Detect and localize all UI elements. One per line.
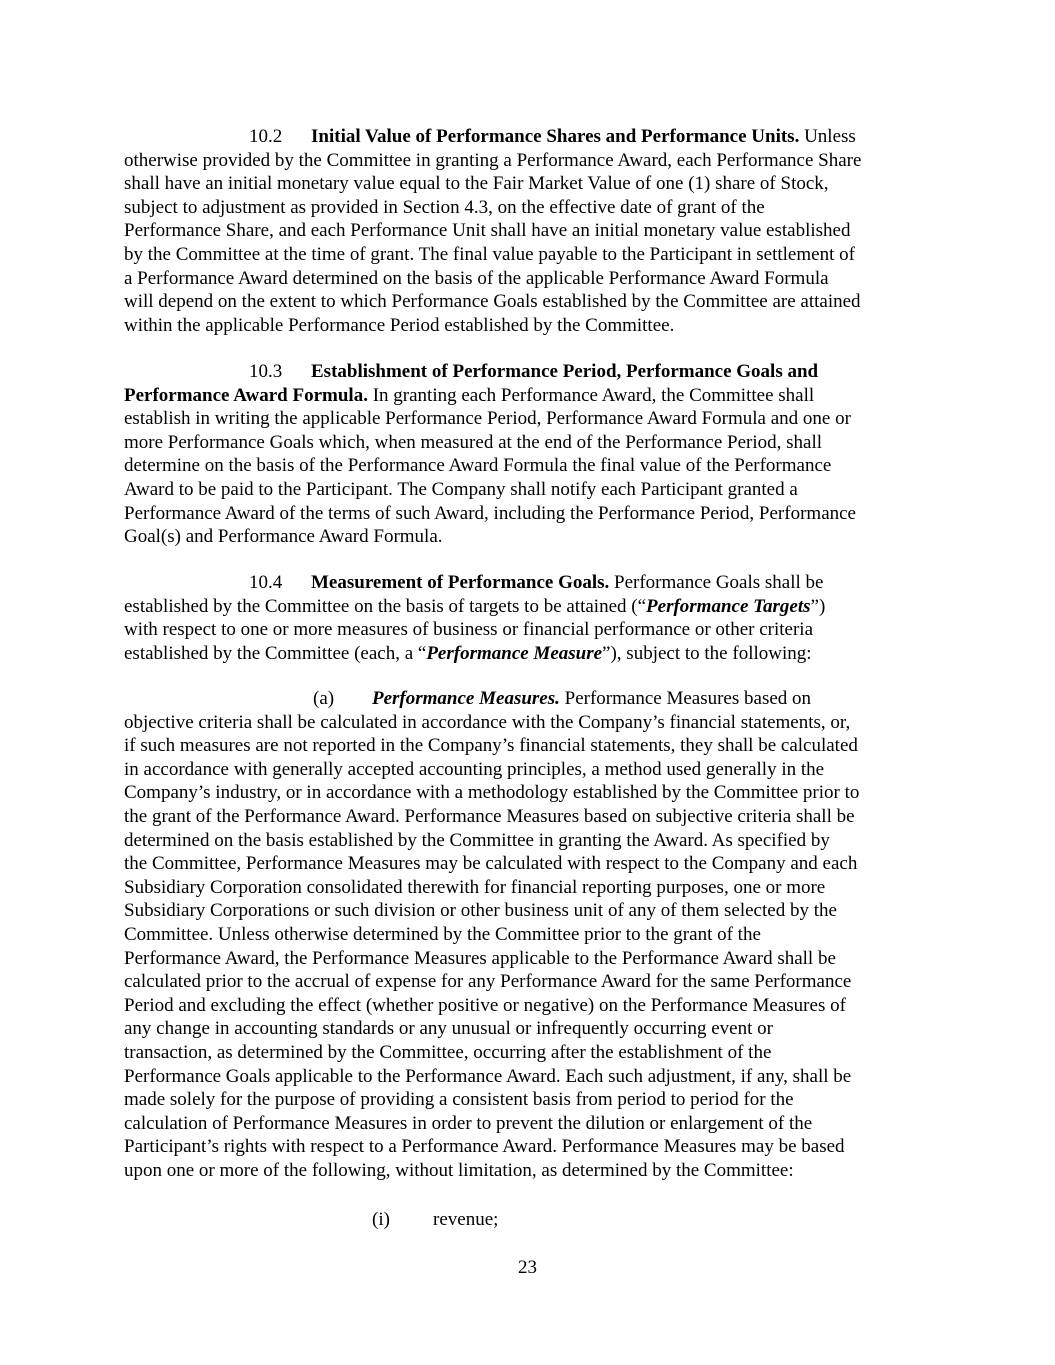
section-10-3-first-line [124,360,934,384]
paragraph-text: established by the Committee (each, a “ [124,642,427,664]
list-item-i [372,1208,498,1232]
section-10-4 [124,571,934,665]
paragraph-line: determined on the basis established by the Committee in granting the Award. As specified by [124,829,830,851]
paragraph-line: the Committee, Performance Measures may be calculated with respect to the Company and each [124,853,858,875]
section-10-2 [124,125,934,337]
paragraph-line: otherwise provided by the Committee in granting a Performance Award, each Performance Share [124,149,862,171]
page-number: 23 [518,1257,537,1278]
paragraph-line: more Performance Goals which, when measured at the end of the Performance Period, shall [124,431,823,453]
section-heading: Measurement of Performance Goals. [311,572,610,593]
paragraph-line: Performance Award, the Performance Measures applicable to the Performance Award shall be [124,947,836,969]
paragraph-line: subject to adjustment as provided in Section 4.3, on the effective date of grant of the [124,196,765,218]
paragraph-text: ”) [810,595,826,617]
paragraph-line: Company’s industry, or in accordance with a methodology established by the Committee prior to [124,782,860,804]
paragraph-text: Performance Measures based on [559,688,812,709]
paragraph-line: with respect to one or more measures of business or financial performance or other criteria [124,619,814,641]
paragraph-line: by the Committee at the time of grant. The final value payable to the Participant in settlement of [124,243,855,265]
paragraph-line: Committee. Unless otherwise determined by the Committee prior to the grant of the [124,923,761,945]
paragraph-line: upon one or more of the following, without limitation, as determined by the Committee: [124,1159,794,1181]
paragraph-line: establish in writing the applicable Performance Period, Performance Award Formula and one or [124,408,851,430]
section-10-3 [124,360,934,549]
paragraph-line: made solely for the purpose of providing a consistent basis from period to period for the [124,1089,794,1111]
subsection-a-first-line [124,687,934,711]
paragraph-line: Award to be paid to the Participant. The Company shall notify each Participant granted a [124,478,798,500]
paragraph-line: Participant’s rights with respect to a Performance Award. Performance Measures may be based [124,1136,845,1158]
section-number: 10.3 [249,361,283,382]
section-heading: Establishment of Performance Period, Performance Goals and [311,361,819,382]
paragraph-line: Subsidiary Corporation consolidated therewith for financial reporting purposes, one or more [124,876,826,898]
paragraph-line: Goal(s) and Performance Award Formula. [124,526,443,548]
paragraph-line: Performance Award of the terms of such Award, including the Performance Period, Performance [124,502,856,524]
paragraph-line: any change in accounting standards or any unusual or infrequently occurring event or [124,1018,773,1040]
paragraph-line: objective criteria shall be calculated in accordance with the Company’s financial statements, or, [124,711,851,733]
paragraph-text: In granting each Performance Award, the Committee shall [367,384,815,406]
paragraph-text: established by the Committee on the basis of targets to be attained (“ [124,595,647,617]
defined-term: Performance Measure [426,642,603,664]
paragraph-line: Performance Goals applicable to the Performance Award. Each such adjustment, if any, shall be [124,1065,852,1087]
subsection-heading: Performance Measures. [372,688,560,709]
subsection-a [124,687,934,1182]
list-item-text: revenue; [433,1209,499,1230]
paragraph-line: the grant of the Performance Award. Performance Measures based on subjective criteria shall be [124,805,855,827]
list-item-label: (i) [372,1209,390,1230]
subsection-label: (a) [313,688,335,709]
section-10-3-second-line [124,384,934,408]
section-heading-continued: Performance Award Formula. [124,384,368,406]
paragraph-text: Performance Goals shall be [609,572,824,593]
section-10-2-first-line [124,125,934,149]
paragraph-text: Unless [799,126,856,147]
section-10-4-first-line [124,571,934,595]
paragraph-line [124,595,934,619]
paragraph-line: shall have an initial monetary value equal to the Fair Market Value of one (1) share of Stock, [124,173,829,195]
paragraph-line: within the applicable Performance Period established by the Committee. [124,314,675,336]
paragraph-line: calculation of Performance Measures in order to prevent the dilution or enlargement of the [124,1112,813,1134]
paragraph-line: calculated prior to the accrual of expense for any Performance Award for the same Performance [124,971,852,993]
section-number: 10.2 [249,126,283,147]
section-number: 10.4 [249,572,283,593]
paragraph-line: in accordance with generally accepted accounting principles, a method used generally in the [124,758,825,780]
paragraph-line: will depend on the extent to which Performance Goals established by the Committee are attained [124,291,861,313]
defined-term: Performance Targets [646,595,811,617]
paragraph-line: Period and excluding the effect (whether positive or negative) on the Performance Measures of [124,994,846,1016]
paragraph-line: if such measures are not reported in the Company’s financial statements, they shall be calculated [124,735,858,757]
paragraph-line [124,642,934,666]
section-heading: Initial Value of Performance Shares and Performance Units. [311,126,800,147]
paragraph-line: Subsidiary Corporations or such division or other business unit of any of them selected by the [124,900,837,922]
paragraph-line: a Performance Award determined on the basis of the applicable Performance Award Formula [124,267,829,289]
paragraph-text: ”), subject to the following: [602,642,812,664]
paragraph-line: transaction, as determined by the Committee, occurring after the establishment of the [124,1041,772,1063]
paragraph-line: Performance Share, and each Performance Unit shall have an initial monetary value established [124,220,851,242]
paragraph-line: determine on the basis of the Performance Award Formula the final value of the Performance [124,455,832,477]
